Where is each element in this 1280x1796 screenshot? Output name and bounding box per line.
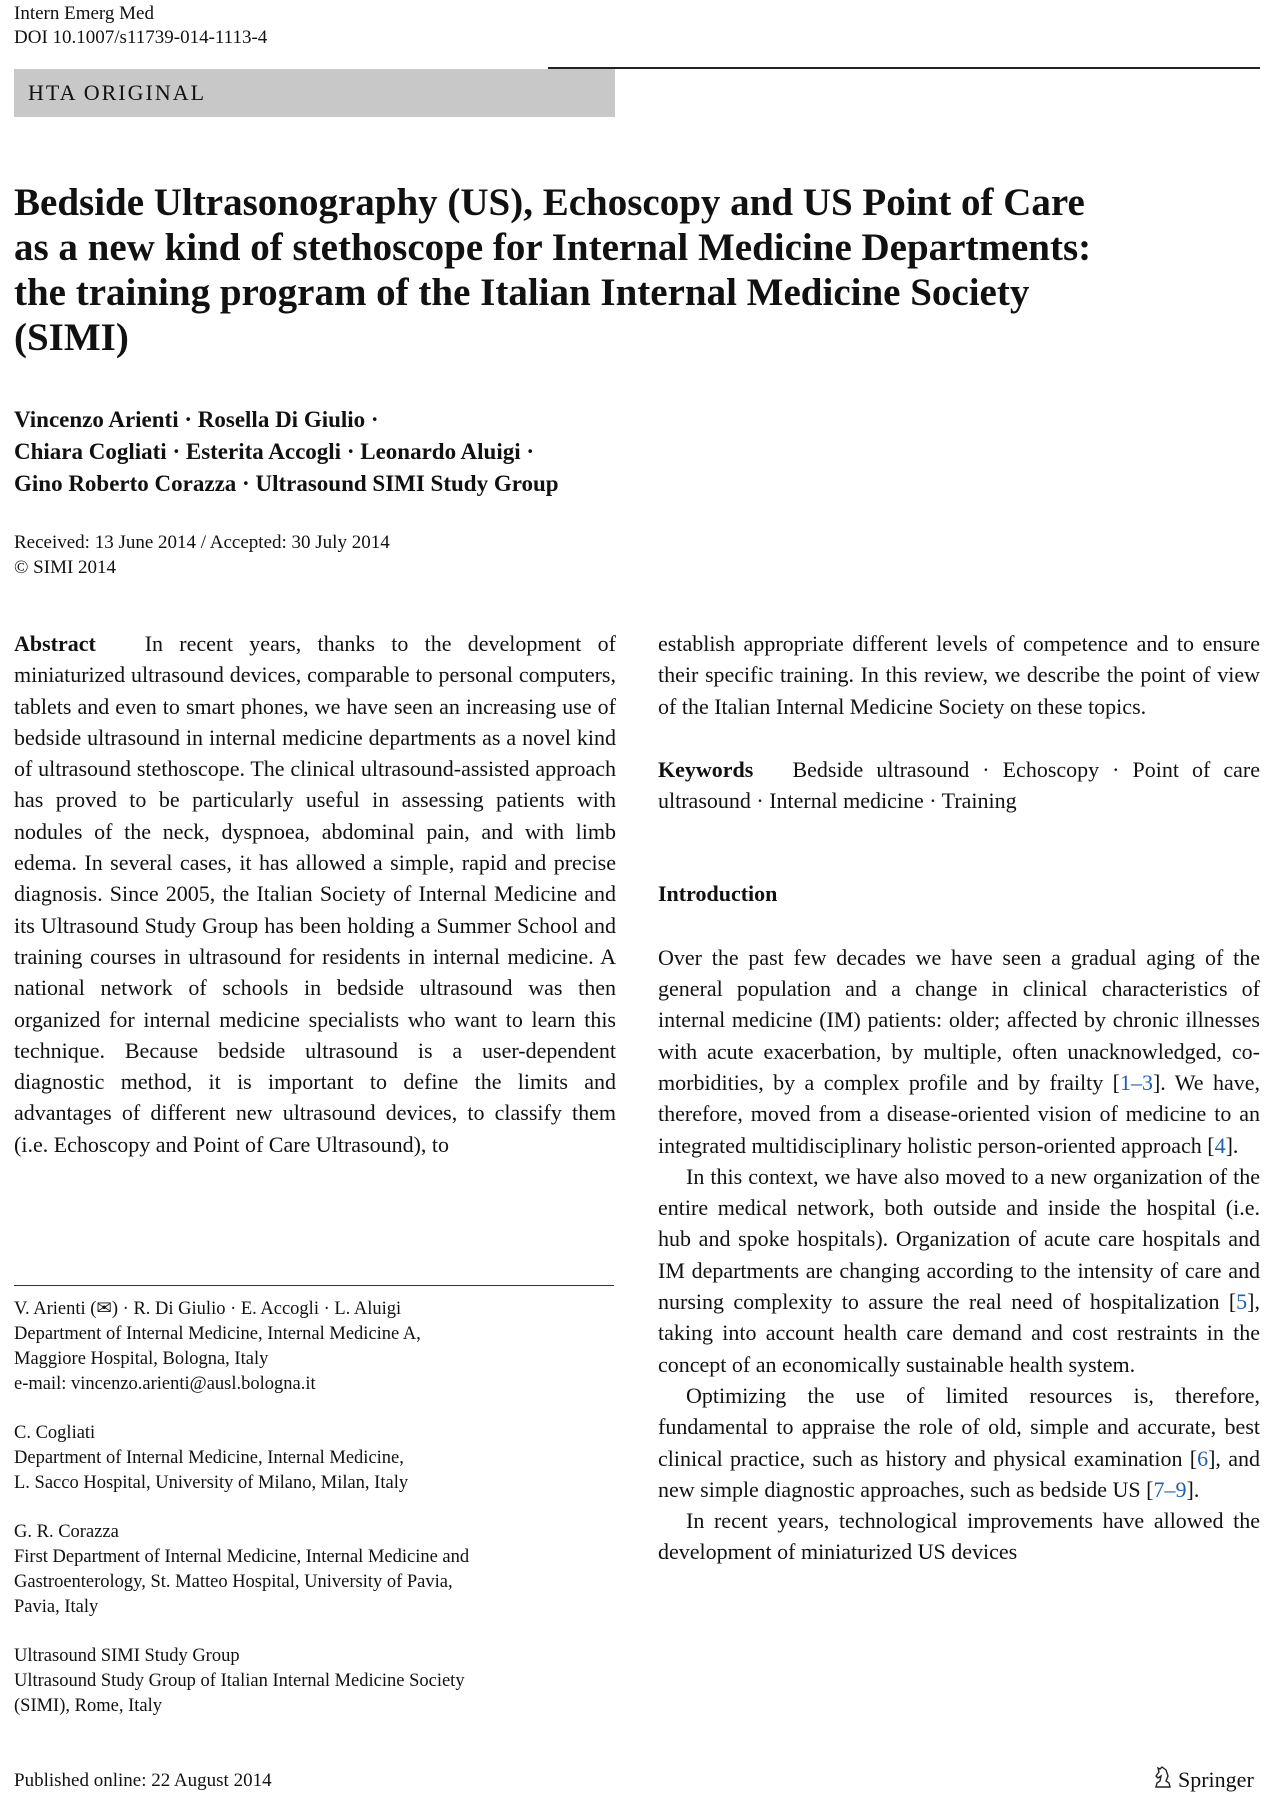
- affiliation-block: G. R. Corazza First Department of Internal Medicine, Internal Medicine and Gastroenterology, St. Matteo Hospital, University of Pavia, Pavia, Italy: [14, 1522, 470, 1617]
- email-link[interactable]: e-mail: vincenzo.arienti@ausl.bologna.it: [14, 1374, 316, 1394]
- title-line: (SIMI): [14, 316, 129, 359]
- keywords-heading: Keywords: [658, 756, 754, 782]
- author-list: [14, 404, 714, 500]
- article-dates: [14, 530, 390, 580]
- published-online: Published online: 22 August 2014: [14, 1770, 272, 1791]
- author-line: Chiara Cogliati · Esterita Accogli · Leonardo Aluigi ·: [14, 439, 535, 464]
- citation-link[interactable]: 5: [1236, 1289, 1248, 1315]
- left-column: [14, 628, 616, 1160]
- abstract-paragraph: [14, 628, 616, 1160]
- keywords-text: Bedside ultrasound · Echoscopy · Point of care ultrasound · Internal medicine · Training: [658, 756, 1261, 814]
- title-line: Bedside Ultrasonography (US), Echoscopy and US Point of Care: [14, 181, 1085, 224]
- springer-knight-icon: [1152, 1765, 1174, 1795]
- abstract-heading: Abstract: [14, 631, 96, 656]
- citation-link[interactable]: 4: [1214, 1132, 1226, 1158]
- title-line: as a new kind of stethoscope for Internal Medicine Departments:: [14, 226, 1092, 269]
- publisher-logo: [1152, 1765, 1254, 1795]
- abstract-text: In recent years, thanks to the development of miniaturized ultrasound devices, comparable to personal computers, tablets and even to smart phones, we have seen an increasing use of bedside ultrasound in internal medicine departments as a novel kind of ultrasound stethoscope. The clinical ultrasound-assisted approach has proved to be particularly useful in assessing patients with nodules of the neck, dyspnoea, abdominal pain, and with limb edema. In several cases, it has allowed a simple, rapid and precise diagnosis. Since 2005, the Italian Society of Internal Medicine and its Ultrasound Study Group has been holding a Summer School and training courses in ultrasound for residents in internal medicine. A national network of schools in bedside ultrasound was then organized for internal medicine specialists who want to learn this technique. Because bedside ultrasound is a user-dependent diagnostic method, it is important to define the limits and advantages of different new ultrasound devices, to classify them (i.e. Echoscopy and Point of Care Ultrasound), to: [14, 631, 616, 1157]
- footnote-rule: [14, 1285, 614, 1286]
- abstract-continuation: establish appropriate different levels of competence and to ensure their specific training. In this review, we describe the point of view of the Italian Internal Medicine Society on these topics.: [658, 631, 1260, 719]
- intro-paragraph-2: In this context, we have also moved to a new organization of the entire medical network, both outside and inside the hospital (i.e. hub and spoke hospitals). Organization of acute care hospitals and IM departments are changing according to the intensity of care and nursing complexity to assure the real need of hospitalization [5], taking into account health care demand and cost restraints in the concept of an economically sustainable health system.: [658, 1163, 1260, 1377]
- keywords-paragraph: [658, 754, 1260, 817]
- intro-paragraph-1: Over the past few decades we have seen a gradual aging of the general population and a change in clinical characteristics of internal medicine (IM) patients: older; affected by chronic illnesses with acute exacerbation, by multiple, often unacknowledged, co-morbidities, by a complex profile and by frailty [1–3]. We have, therefore, moved from a disease-oriented vision of medicine to an integrated multidisciplinary holistic person-oriented approach [4].: [658, 944, 1261, 1158]
- citation-link[interactable]: 7–9: [1153, 1476, 1187, 1502]
- affiliations: [14, 1297, 614, 1743]
- section-heading-introduction: Introduction: [658, 881, 778, 907]
- author-line: Vincenzo Arienti · Rosella Di Giulio ·: [14, 407, 379, 432]
- article-type-banner: HTA ORIGINAL: [14, 69, 615, 117]
- right-column: [658, 628, 1260, 1568]
- affiliation-block: V. Arienti (✉) · R. Di Giulio · E. Accogli · L. Aluigi Department of Internal Medicine, Internal Medicine A, Maggiore Hospital, Bologna, Italy e-mail: vincenzo.arienti@ausl.bologna.it: [14, 1299, 421, 1394]
- journal-name: Intern Emerg Med: [14, 3, 154, 24]
- author-line: Gino Roberto Corazza · Ultrasound SIMI Study Group: [14, 471, 559, 496]
- citation-link[interactable]: 6: [1197, 1445, 1209, 1471]
- citation-link[interactable]: 1–3: [1119, 1069, 1153, 1095]
- intro-paragraph-4: In recent years, technological improvements have allowed the development of miniaturized US devices: [658, 1508, 1260, 1565]
- header-rule: [548, 67, 1260, 69]
- publisher-name: Springer: [1178, 1767, 1254, 1792]
- title-line: the training program of the Italian Internal Medicine Society: [14, 271, 1030, 314]
- affiliation-block: C. Cogliati Department of Internal Medicine, Internal Medicine, L. Sacco Hospital, University of Milano, Milan, Italy: [14, 1423, 409, 1493]
- affiliation-block: Ultrasound SIMI Study Group Ultrasound Study Group of Italian Internal Medicine Society (SIMI), Rome, Italy: [14, 1646, 465, 1716]
- article-title: [14, 180, 1194, 360]
- doi: DOI 10.1007/s11739-014-1113-4: [14, 27, 268, 48]
- intro-paragraph-3: Optimizing the use of limited resources is, therefore, fundamental to appraise the role of old, simple and accurate, best clinical practice, such as history and physical examination [6], and new simple diagnostic approaches, such as bedside US [7–9].: [658, 1382, 1260, 1502]
- received-accepted: Received: 13 June 2014 / Accepted: 30 July 2014: [14, 532, 390, 553]
- journal-header: [14, 2, 267, 50]
- copyright: © SIMI 2014: [14, 557, 117, 578]
